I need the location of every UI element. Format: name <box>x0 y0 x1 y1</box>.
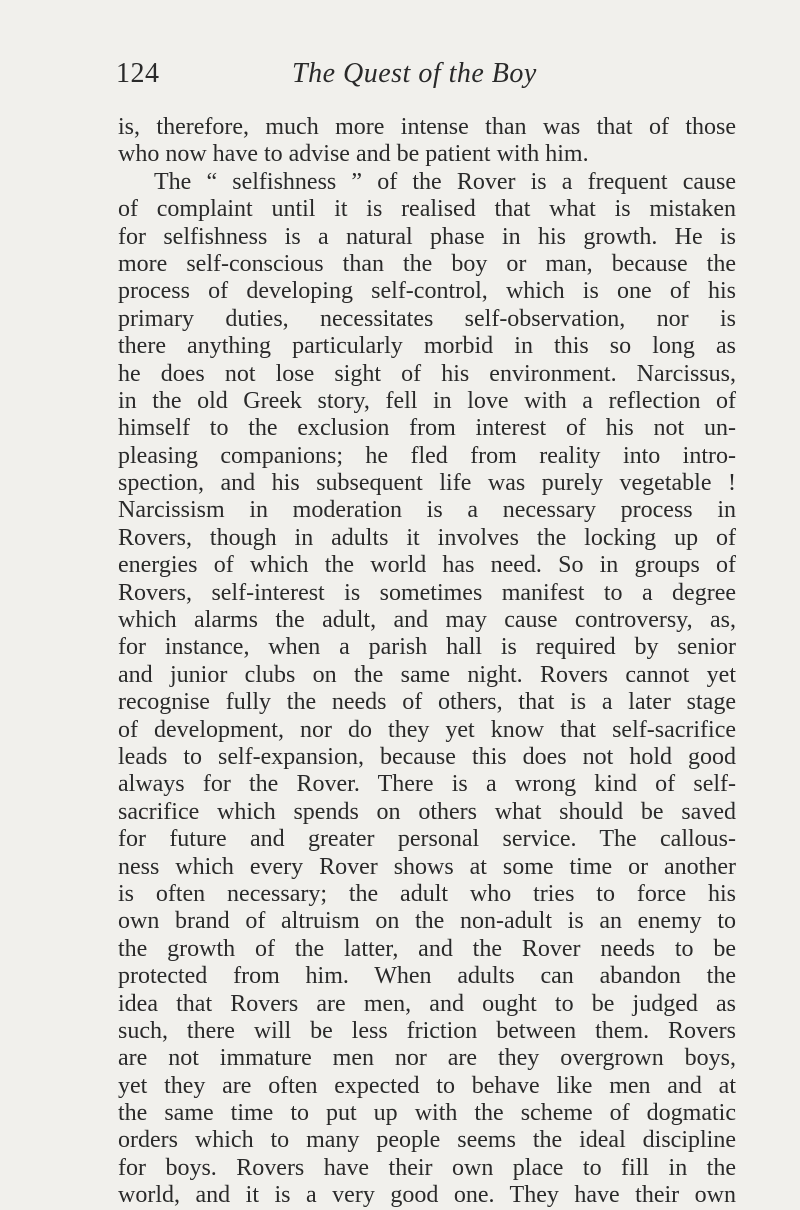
text-line: the growth of the latter, and the Rover needs to be <box>118 935 736 962</box>
text-line: The “ selfishness ” of the Rover is a frequent cause <box>154 168 736 195</box>
text-line: are not immature men nor are they overgrown boys, <box>118 1045 736 1072</box>
text-line: world, and it is a very good one. They have their own <box>118 1182 736 1209</box>
text-line: primary duties, necessitates self-observation, nor is <box>118 305 736 332</box>
text-line: Narcissism in moderation is a necessary process in <box>118 497 736 524</box>
body-text <box>118 114 736 1210</box>
text-line: pleasing companions; he fled from reality into intro- <box>118 442 736 469</box>
text-line: recognise fully the needs of others, that is a later stage <box>118 689 736 716</box>
text-line: there anything particularly morbid in this so long as <box>118 333 736 360</box>
text-line: is often necessary; the adult who tries to force his <box>118 880 736 907</box>
text-line: Rovers, self-interest is sometimes manifest to a degree <box>118 579 736 606</box>
text-line: of development, nor do they yet know that self-sacrifice <box>118 716 736 743</box>
text-line: protected from him. When adults can abandon the <box>118 963 736 990</box>
text-line: for instance, when a parish hall is required by senior <box>118 634 736 661</box>
text-line: who now have to advise and be patient with him. <box>118 141 589 168</box>
text-line: himself to the exclusion from interest of his not un- <box>118 415 736 442</box>
page-number: 124 <box>116 58 160 89</box>
text-line: he does not lose sight of his environment. Narcissus, <box>118 360 736 387</box>
running-head: The Quest of the Boy <box>292 58 537 89</box>
text-line: own brand of altruism on the non-adult is an enemy to <box>118 908 736 935</box>
text-line: which alarms the adult, and may cause controversy, as, <box>118 607 736 634</box>
text-line: Rovers, though in adults it involves the locking up of <box>118 524 736 551</box>
text-line: yet they are often expected to behave like men and at <box>118 1072 736 1099</box>
text-line: sacrifice which spends on others what should be saved <box>118 798 736 825</box>
text-line: leads to self-expansion, because this does not hold good <box>118 743 736 770</box>
text-line: orders which to many people seems the ideal discipline <box>118 1127 736 1154</box>
text-line: for future and greater personal service. The callous- <box>118 826 736 853</box>
text-line: for boys. Rovers have their own place to fill in the <box>118 1154 736 1181</box>
text-line: such, there will be less friction between them. Rovers <box>118 1017 736 1044</box>
text-line: for selfishness is a natural phase in his growth. He is <box>118 223 736 250</box>
text-line: ness which every Rover shows at some time or another <box>118 853 736 880</box>
page-header <box>116 58 736 98</box>
text-line: always for the Rover. There is a wrong kind of self- <box>118 771 736 798</box>
text-line: idea that Rovers are men, and ought to be judged as <box>118 990 736 1017</box>
text-line: the same time to put up with the scheme of dogmatic <box>118 1100 736 1127</box>
text-line: more self-conscious than the boy or man, because the <box>118 250 736 277</box>
text-line: and junior clubs on the same night. Rovers cannot yet <box>118 661 736 688</box>
text-line: energies of which the world has need. So in groups of <box>118 552 736 579</box>
text-line: of complaint until it is realised that what is mistaken <box>118 196 736 223</box>
text-line: process of developing self-control, which is one of his <box>118 278 736 305</box>
text-line: spection, and his subsequent life was purely vegetable ! <box>118 470 736 497</box>
text-line: is, therefore, much more intense than was that of those <box>118 114 736 140</box>
text-line: in the old Greek story, fell in love with a reflection of <box>118 387 736 414</box>
